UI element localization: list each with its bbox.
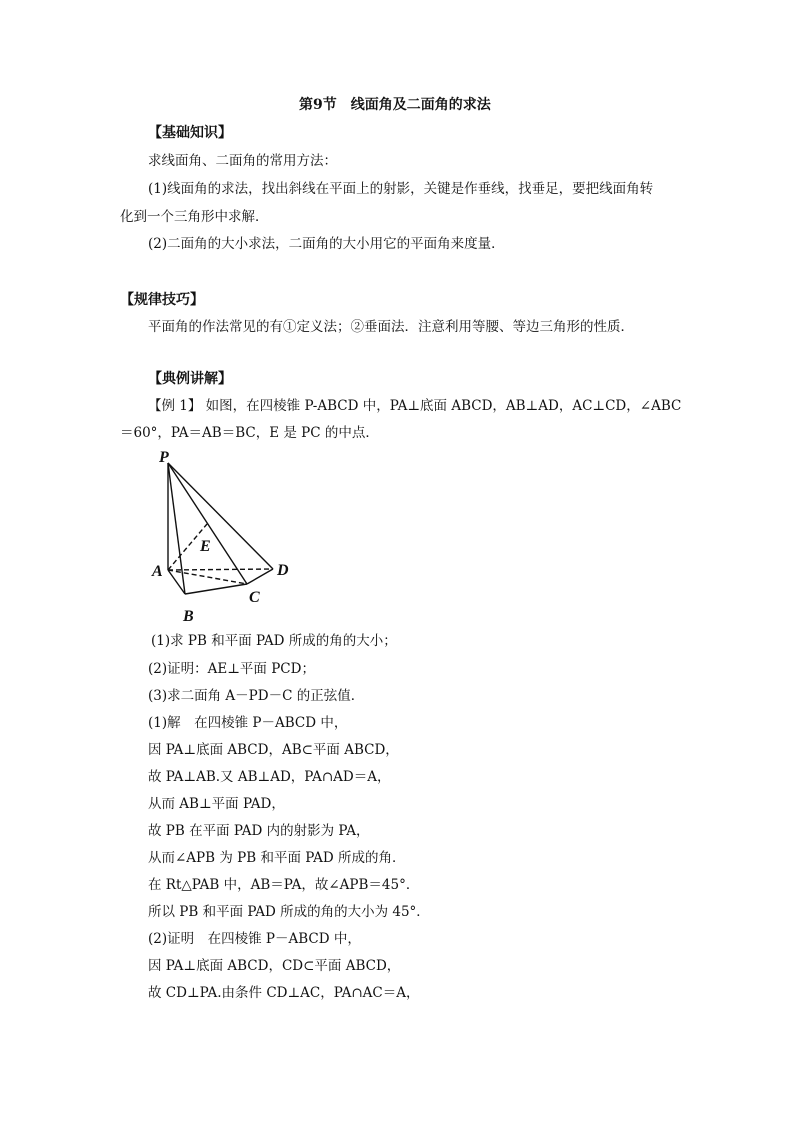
- tips-text: 平面角的作法常见的有①定义法；②垂面法．注意利用等腰、等边三角形的性质．: [148, 319, 634, 335]
- edge-BC: [185, 584, 247, 594]
- basics-p1-line1: (1)线面角的求法，找出斜线在平面上的射影，关键是作垂线，找垂足，要把线面角转: [148, 181, 654, 197]
- edge-PD: [168, 463, 273, 569]
- solution-line: 所以 PB 和平面 PAD 所成的角的大小为 45°．: [148, 904, 430, 920]
- question-1: (1)求 PB 和平面 PAD 所成的角的大小；: [151, 633, 397, 649]
- solution-line: (2)证明 在四棱锥 P－ABCD 中，: [148, 931, 361, 947]
- page-title: 第9节 线面角及二面角的求法: [299, 97, 491, 113]
- label-D: D: [277, 562, 289, 579]
- question-2: (2)证明：AE⊥平面 PCD；: [148, 661, 315, 677]
- label-B: B: [183, 608, 194, 625]
- edge-AD: [168, 569, 273, 570]
- pyramid-figure: [145, 448, 305, 626]
- solution-line: 故 CD⊥PA.由条件 CD⊥AC，PA∩AC＝A，: [148, 985, 420, 1001]
- solution-line: (1)解 在四棱锥 P－ABCD 中，: [148, 715, 348, 731]
- solution-line: 因 PA⊥底面 ABCD，AB⊂平面 ABCD，: [148, 742, 399, 758]
- basics-p2: (2)二面角的大小求法，二面角的大小用它的平面角来度量．: [148, 236, 505, 252]
- example-problem-line1: 【例 1】 如图，在四棱锥 P-ABCD 中，PA⊥底面 ABCD，AB⊥AD，AC⊥CD，∠ABC: [148, 398, 682, 414]
- solution-line: 在 Rt△PAB 中，AB＝PA，故∠APB＝45°．: [148, 877, 420, 893]
- tips-heading: 【规律技巧】: [120, 292, 204, 308]
- edge-AC: [168, 570, 247, 584]
- example-problem-line2: ＝60°，PA＝AB＝BC，E 是 PC 的中点．: [120, 425, 379, 441]
- label-E: E: [200, 538, 211, 555]
- solution-line: 故 PA⊥AB.又 AB⊥AD，PA∩AD＝A，: [148, 769, 391, 785]
- label-A: A: [152, 563, 163, 580]
- basics-p1-line2: 化到一个三角形中求解．: [120, 209, 269, 225]
- label-C: C: [249, 589, 260, 606]
- solution-line: 故 PB 在平面 PAD 内的射影为 PA，: [148, 823, 370, 839]
- solution-line: 从而 AB⊥平面 PAD，: [148, 796, 285, 812]
- edge-CD: [247, 569, 273, 584]
- edge-PC: [168, 463, 247, 584]
- basics-heading: 【基础知识】: [148, 125, 232, 141]
- solution-line: 因 PA⊥底面 ABCD，CD⊂平面 ABCD，: [148, 958, 401, 974]
- example-heading: 【典例讲解】: [148, 371, 232, 387]
- solution-line: 从而∠APB 为 PB 和平面 PAD 所成的角．: [148, 850, 406, 866]
- label-P: P: [159, 449, 169, 466]
- question-3: (3)求二面角 A－PD－C 的正弦值．: [148, 688, 365, 704]
- basics-intro: 求线面角、二面角的常用方法：: [148, 153, 337, 169]
